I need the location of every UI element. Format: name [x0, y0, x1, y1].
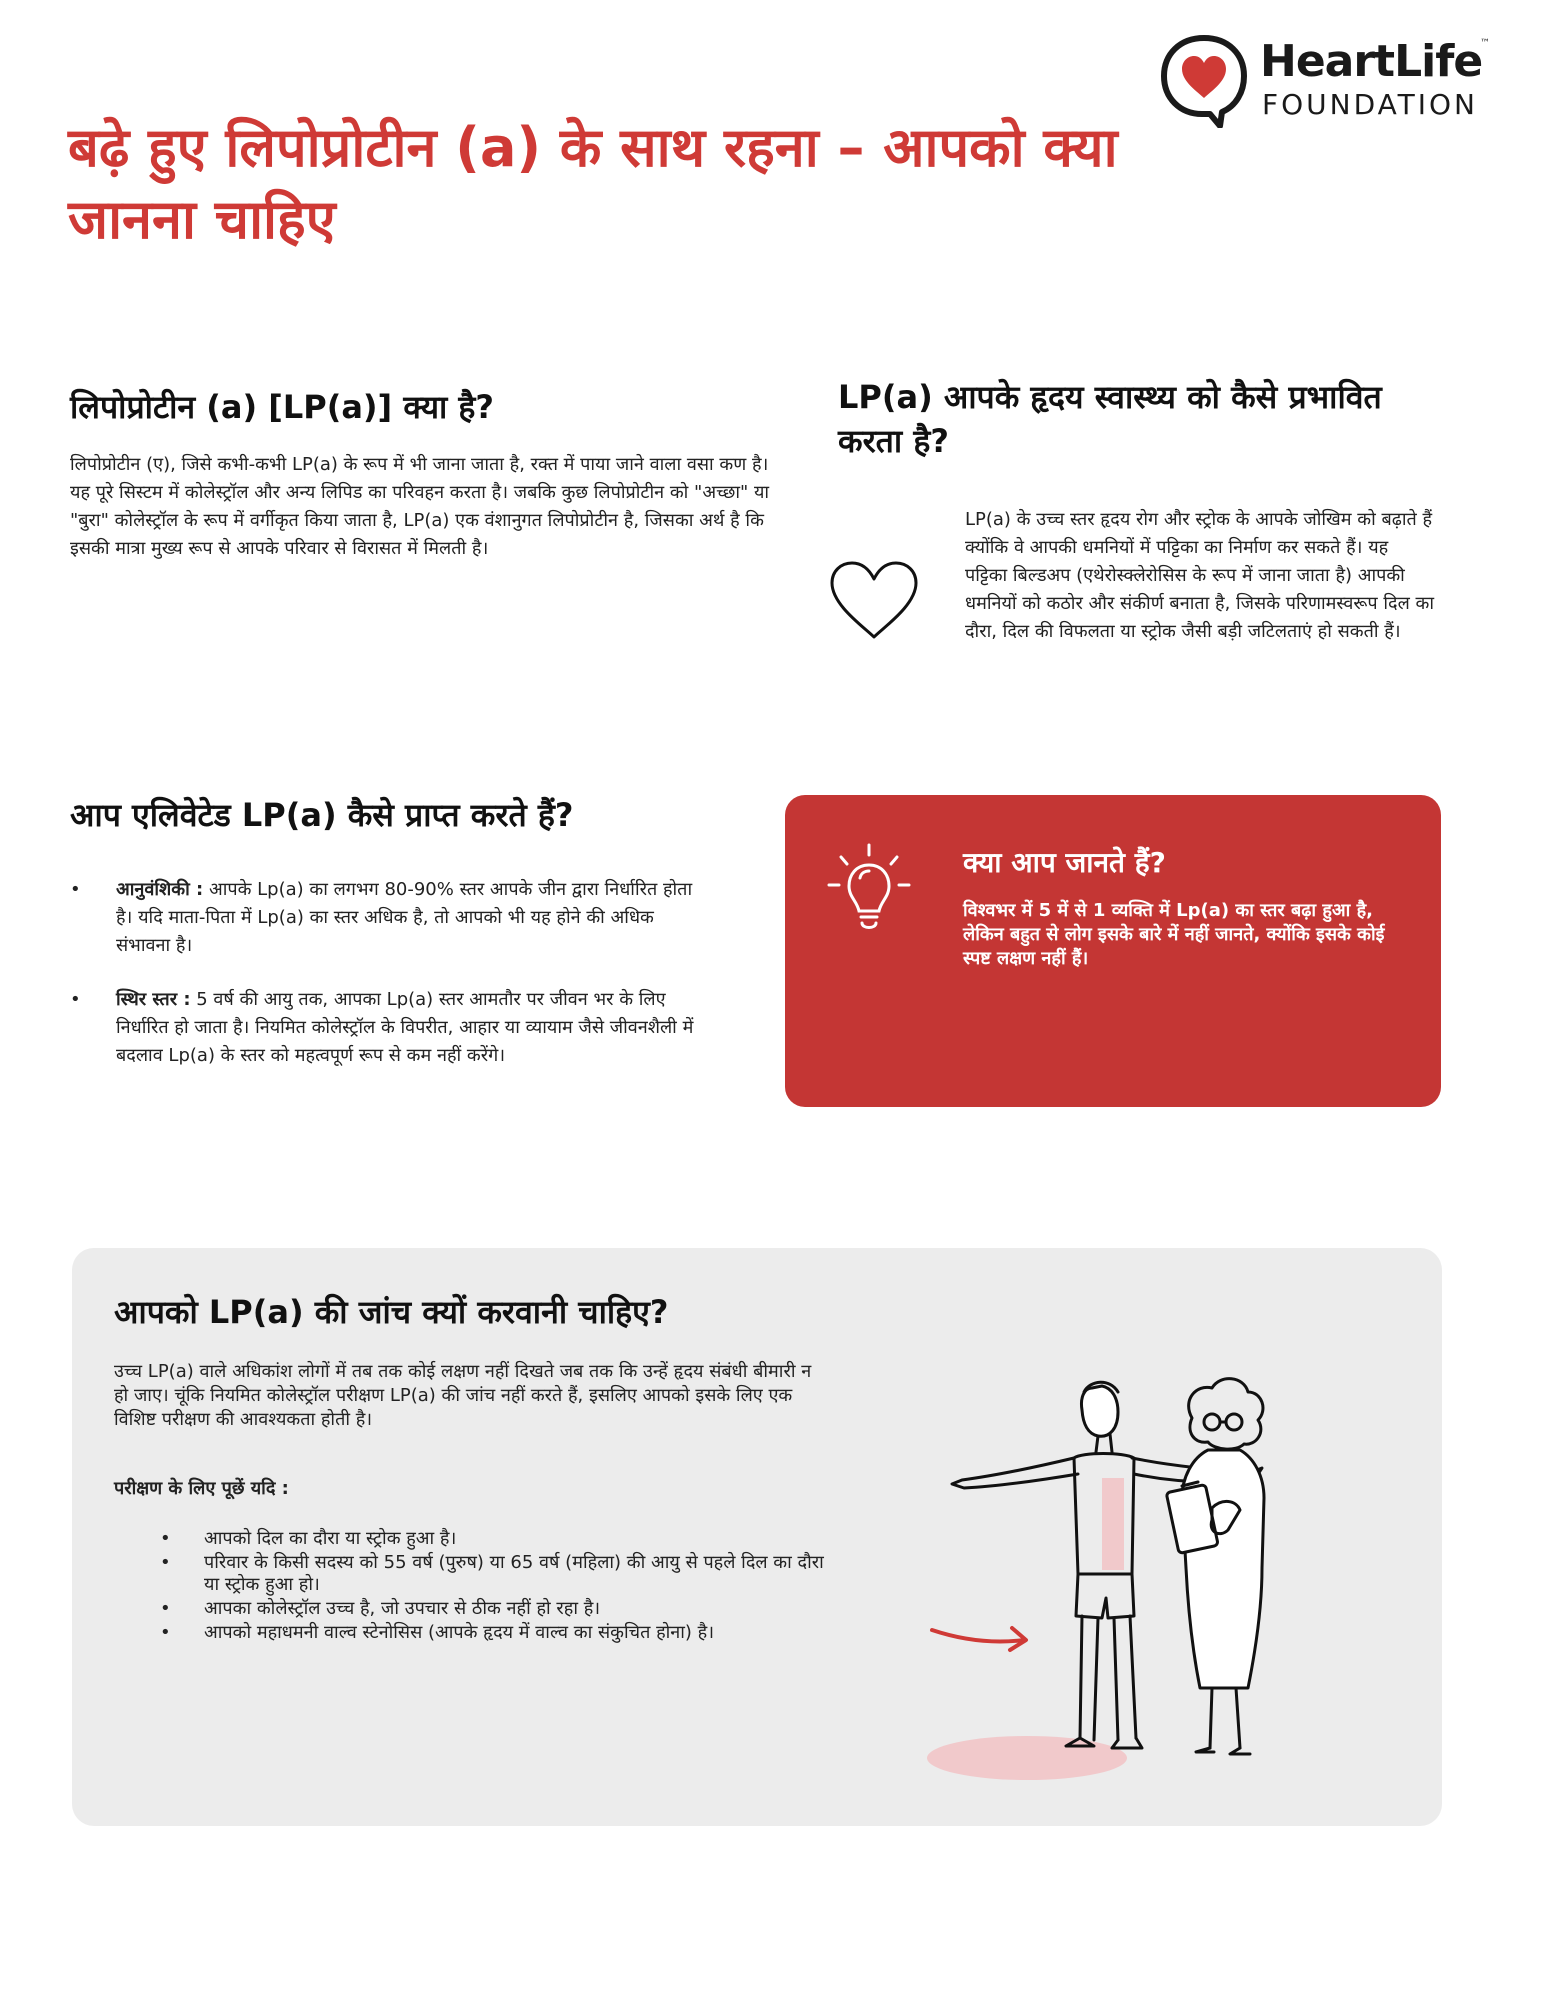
list-item: • आपका कोलेस्ट्रॉल उच्च है, जो उपचार से ठीक नहीं हो रहा है। [114, 1598, 834, 1620]
callout-body: विश्वभर में 5 में से 1 व्यक्ति में Lp(a) का स्तर बढ़ा हुआ है, लेकिन बहुत से लोग इसके बारे में नहीं जानते, क्योंकि इसके कोई स्पष्ट लक्षण नहीं हैं। [963, 900, 1385, 969]
trademark: ™ [1480, 38, 1490, 49]
list-item-text: 5 वर्ष की आयु तक, आपका Lp(a) स्तर आमतौर पर जीवन भर के लिए निर्धारित हो जाता है। नियमित कोलेस्ट्रॉल के विपरीत, आहार या व्यायाम जैसे जीवनशैली में बदलाव Lp(a) के स्तर को महत्वपूर्ण रूप से कम नहीं करेंगे। [116, 989, 694, 1066]
list-item-label: आनुवंशिकी : [116, 879, 204, 900]
list-item: • आपको दिल का दौरा या स्ट्रोक हुआ है। [114, 1528, 834, 1550]
heart-outline-icon [824, 555, 924, 645]
section4-list [114, 1528, 834, 1646]
heart-speech-bubble-icon [1158, 32, 1250, 128]
list-item [70, 876, 710, 960]
testing-panel [72, 1248, 1442, 1826]
section1-body: लिपोप्रोटीन (ए), जिसे कभी-कभी LP(a) के रूप में भी जाना जाता है, रक्त में पाया जाने वाला वसा कण है। यह पूरे सिस्टम में कोलेस्ट्रॉल और अन्य लिपिड का परिवहन करता है। जबकि कुछ लिपोप्रोटीन को "अच्छा" या "बुरा" कोलेस्ट्रॉल के रूप में वर्गीकृत किया जाता है, LP(a) एक वंशानुगत लिपोप्रोटीन है, जिसका अर्थ है कि इसकी मात्रा मुख्य रूप से आपके परिवार से विरासत में मिलती है। [70, 454, 770, 559]
list-item-label: स्थिर स्तर : [116, 989, 191, 1010]
section2-body: LP(a) के उच्च स्तर हृदय रोग और स्ट्रोक के आपके जोखिम को बढ़ाते हैं क्योंकि वे आपकी धमनियों में पट्टिका का निर्माण कर सकते हैं। यह पट्टिका बिल्डअप (एथेरोस्क्लेरोसिस के रूप में जाना जाता है) आपकी धमनियों को कठोर और संकीर्ण बनाता है, जिसके परिणामस्वरूप दिल का दौरा, दिल की विफलता या स्ट्रोक जैसी बड़ी जटिलताएं हो सकती हैं। [965, 509, 1434, 642]
section1-title: लिपोप्रोटीन (a) [LP(a)] क्या है? [70, 388, 494, 426]
section2-title: LP(a) आपके हृदय स्वास्थ्य को कैसे प्रभावित करता है? [838, 378, 1382, 460]
page-title: बढ़े हुए लिपोप्रोटीन (a) के साथ रहना – आपको क्या जानना चाहिए [68, 116, 1118, 251]
did-you-know-callout [785, 795, 1441, 1107]
lightbulb-icon [821, 841, 917, 941]
list-item: • आपको महाधमनी वाल्व स्टेनोसिस (आपके हृदय में वाल्व का संकुचित होना) है। [114, 1622, 834, 1644]
brand-logo [1158, 32, 1503, 132]
section3-title: आप एलिवेटेड LP(a) कैसे प्राप्त करते हैं? [70, 796, 574, 834]
patient-doctor-illustration [852, 1348, 1372, 1788]
ask-label: परीक्षण के लिए पूछें यदि : [114, 1478, 289, 1499]
brand-name: HeartLife [1260, 36, 1483, 87]
section4-body: उच्च LP(a) वाले अधिकांश लोगों में तब तक कोई लक्षण नहीं दिखते जब तक कि उन्हें हृदय संबंधी बीमारी न हो जाए। चूंकि नियमित कोलेस्ट्रॉल परीक्षण LP(a) की जांच नहीं करते हैं, इसलिए आपको इसके लिए एक विशिष्ट परीक्षण की आवश्यकता होती है। [114, 1361, 812, 1430]
section3-list [70, 876, 710, 1096]
list-item-text: आपके Lp(a) का लगभग 80-90% स्तर आपके जीन द्वारा निर्धारित होता है। यदि माता-पिता में Lp(a) का स्तर अधिक है, तो आपको भी यह होने की अधिक संभावना है। [116, 879, 693, 956]
list-item: • परिवार के किसी सदस्य को 55 वर्ष (पुरुष) या 65 वर्ष (महिला) की आयु से पहले दिल का दौरा या स्ट्रोक हुआ हो। [114, 1552, 834, 1596]
list-item [70, 986, 710, 1070]
section4-title: आपको LP(a) की जांच क्यों करवानी चाहिए? [114, 1293, 669, 1331]
brand-sub: FOUNDATION [1262, 88, 1478, 121]
callout-title: क्या आप जानते हैं? [963, 846, 1166, 879]
